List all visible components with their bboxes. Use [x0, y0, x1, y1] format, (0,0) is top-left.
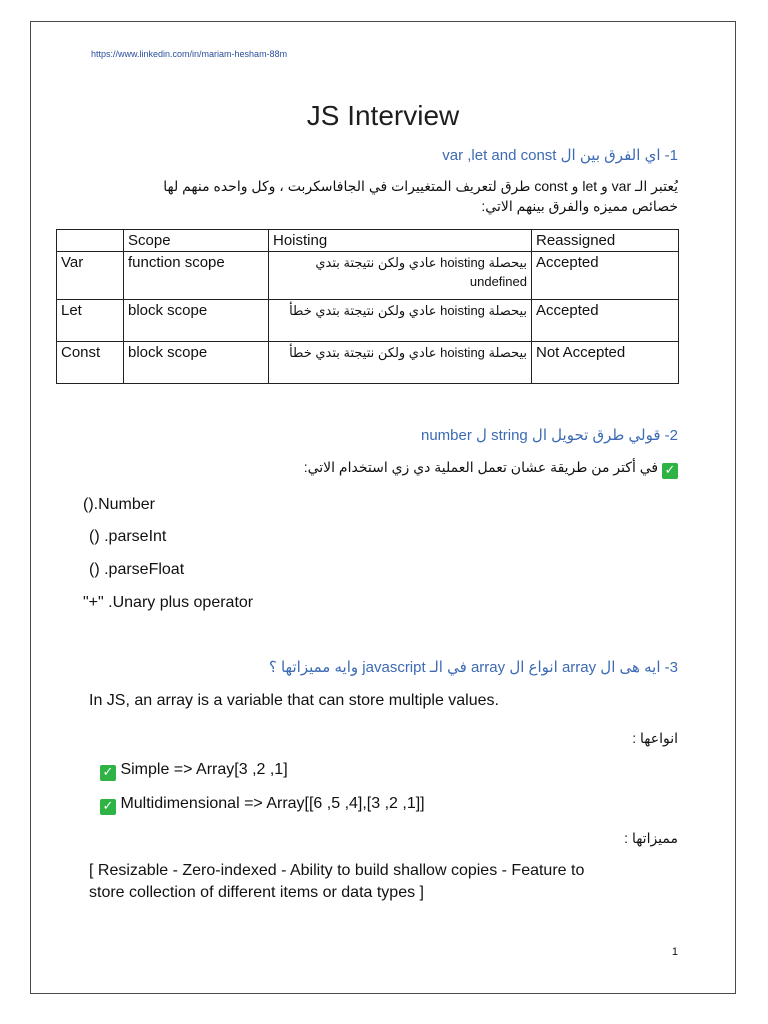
array-type-item: [100, 795, 425, 815]
conversion-method: () .parseInt: [89, 528, 167, 545]
question-2-heading: 2- قولي طرق تحويل ال string ل number: [420, 427, 678, 444]
array-type-text: Multidimensional => Array[[6 ,5 ,4],[3 ,2 ,1]]: [120, 795, 425, 812]
check-icon: ✓: [100, 765, 116, 781]
document-title: JS Interview: [306, 100, 460, 131]
array-features-line-1: [ Resizable - Zero-indexed - Ability to build shallow copies - Feature to: [89, 862, 585, 879]
linkedin-url[interactable]: https://www.linkedin.com/in/mariam-hesham-88m: [91, 49, 288, 59]
table-header-cell: Hoisting: [269, 230, 532, 252]
question-2-intro: [58, 459, 678, 479]
question-3-heading: 3- ايه هى ال array انواع ال array في الـ javascript وايه مميزاتها ؟: [268, 659, 678, 676]
question-2-intro-text: في أكتر من طريقة عشان تعمل العملية دي زي استخدام الاتي:: [303, 459, 659, 475]
array-types-label: انواعها :: [632, 730, 678, 746]
table-cell-scope: block scope: [124, 300, 269, 342]
question-1-intro-line-2: خصائص مميزه والفرق بينهم الاتي:: [481, 198, 678, 214]
table-cell-keyword: Var: [57, 252, 124, 300]
table-cell-hoisting: بيحصلة hoisting عادي ولكن نتيجتة بتدي خطأ: [269, 342, 532, 384]
array-features-line-2: store collection of different items or data types ]: [89, 884, 424, 901]
table-cell-hoisting: بيحصلة hoisting عادي ولكن نتيجتة بتدي undefined: [269, 252, 532, 300]
check-icon: ✓: [100, 799, 116, 815]
table-cell-keyword: Const: [57, 342, 124, 384]
table-cell-reassigned: Accepted: [532, 252, 679, 300]
document-page: [30, 21, 736, 994]
table-cell-hoisting: بيحصلة hoisting عادي ولكن نتيجتة بتدي خطأ: [269, 300, 532, 342]
array-type-text: Simple => Array[3 ,2 ,1]: [120, 761, 288, 778]
question-1-intro-line-1: يُعتبر الـ var و let و const طرق لتعريف المتغييرات في الجافاسكربت ، وكل واحده منهم لها: [163, 178, 678, 194]
array-definition: In JS, an array is a variable that can store multiple values.: [89, 692, 499, 709]
comparison-table: [56, 229, 679, 384]
conversion-method: ().Number: [83, 496, 156, 513]
table-cell-reassigned: Accepted: [532, 300, 679, 342]
table-row: [57, 252, 679, 300]
table-cell-reassigned: Not Accepted: [532, 342, 679, 384]
table-header-cell: Scope: [124, 230, 269, 252]
table-cell-scope: block scope: [124, 342, 269, 384]
table-header-cell: [57, 230, 124, 252]
check-icon: ✓: [662, 463, 678, 479]
conversion-method: () .parseFloat: [89, 561, 185, 578]
array-features-label: مميزاتها :: [624, 830, 678, 846]
table-row: [57, 342, 679, 384]
page-number: 1: [671, 946, 678, 958]
table-cell-scope: function scope: [124, 252, 269, 300]
table-header-cell: Reassigned: [532, 230, 679, 252]
question-1-heading: 1- اي الفرق بين ال var ,let and const: [442, 147, 678, 164]
table-header-row: [57, 230, 679, 252]
array-type-item: [100, 761, 288, 781]
table-row: [57, 300, 679, 342]
conversion-method: "+" .Unary plus operator: [83, 594, 254, 611]
table-cell-keyword: Let: [57, 300, 124, 342]
